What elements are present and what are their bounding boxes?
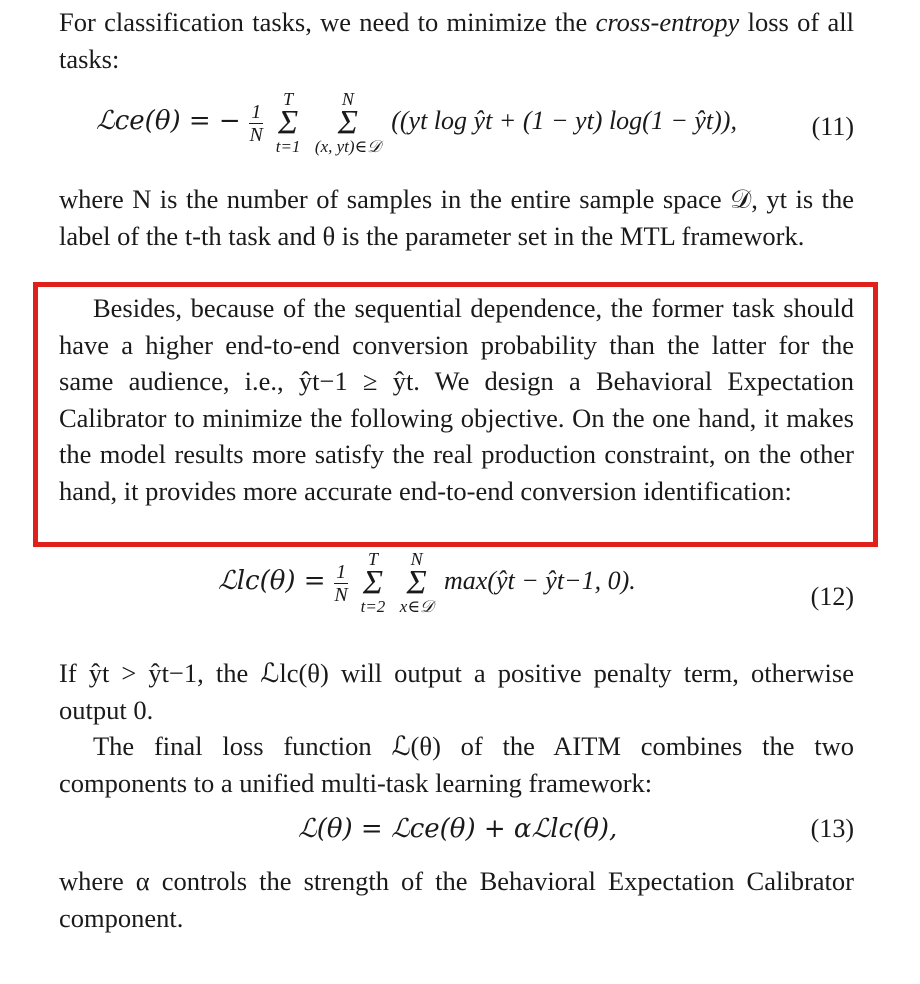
equation-13-number: (13) [810,814,854,843]
eq11-sum-inner [315,90,381,156]
para1-text-pre: For classification tasks, we need to minimize the [59,7,596,37]
eq12-sum-inner [400,550,434,616]
equation-12 [0,548,920,648]
equation-13-body: ℒ(θ) = ℒce(θ) + αℒlc(θ), [298,814,618,844]
eq12-sum-outer-top: T [367,549,378,569]
eq11-sum-outer-bottom: t=1 [275,137,301,156]
eq12-sum-inner-sigma: Σ [406,564,427,601]
eq12-sum-outer-sigma: Σ [362,564,384,601]
eq11-sum-outer [276,90,301,156]
equation-11 [0,84,920,164]
equation-11-number: (11) [811,112,854,141]
equation-12-body [218,550,636,616]
equation-13 [0,814,920,854]
equation-11-body [96,90,737,156]
paragraph-classification-intro [59,4,854,77]
eq11-sum-outer-top: T [283,89,294,109]
eq11-frac-num: 1 [251,100,262,123]
eq12-sum-inner-top: N [410,549,423,569]
eq12-frac-num: 1 [336,560,347,583]
eq12-fraction [334,561,348,606]
eq11-sum-inner-top: N [341,89,354,109]
paragraph-alpha: where α controls the strength of the Behavioral Expectation Calibrator component. [59,866,854,933]
eq11-sum-outer-sigma: Σ [277,104,299,141]
eq12-lhs: ℒlc(θ) = [218,565,326,596]
eq12-sum-outer-bottom: t=2 [360,597,386,616]
highlight-box [33,282,878,547]
eq12-frac-den: N [334,583,348,606]
eq11-fraction [249,101,263,146]
para1-emphasis: cross-entropy [595,7,740,37]
eq12-sum-inner-bottom: x∈𝒟 [399,597,434,616]
eq11-lhs: ℒce(θ) = − [96,105,241,136]
eq11-sum-inner-bottom: (x, yt)∈𝒟 [314,137,381,156]
paragraph-penalty: If ŷt > ŷt−1, the ℒlc(θ) will output a positive penalty term, otherwise output 0. [59,658,854,725]
paragraph-sequential-dependence: Besides, because of the sequential dependence, the former task should have a higher end-to-end conversion probability than the latter for the same audience, i.e., ŷt−1 ≥ ŷt. We design a Behavioral Expectation Calibrator to minimize the following objective. On the one hand, it makes the model results more satisfy the real production constraint, on the other hand, it provides more accurate end-to-end conversion identification: [59,293,854,506]
eq12-sum-outer [361,550,386,616]
paragraph-final-loss: The final loss function ℒ(θ) of the AITM combines the two components to a unified multi-task learning framework: [59,731,854,798]
paragraph-where-n: where N is the number of samples in the entire sample space 𝒟, yt is the label of the t-th task and θ is the parameter set in the MTL framework. [59,184,854,251]
eq11-sum-inner-sigma: Σ [337,104,358,141]
eq11-frac-den: N [249,123,263,146]
para1-text-post: loss of all tasks: [59,7,854,74]
eq12-rhs: max(ŷt − ŷt−1, 0). [444,565,636,595]
eq11-rhs: ((yt log ŷt + (1 − yt) log(1 − ŷt)), [391,105,737,135]
equation-12-number: (12) [810,582,854,611]
